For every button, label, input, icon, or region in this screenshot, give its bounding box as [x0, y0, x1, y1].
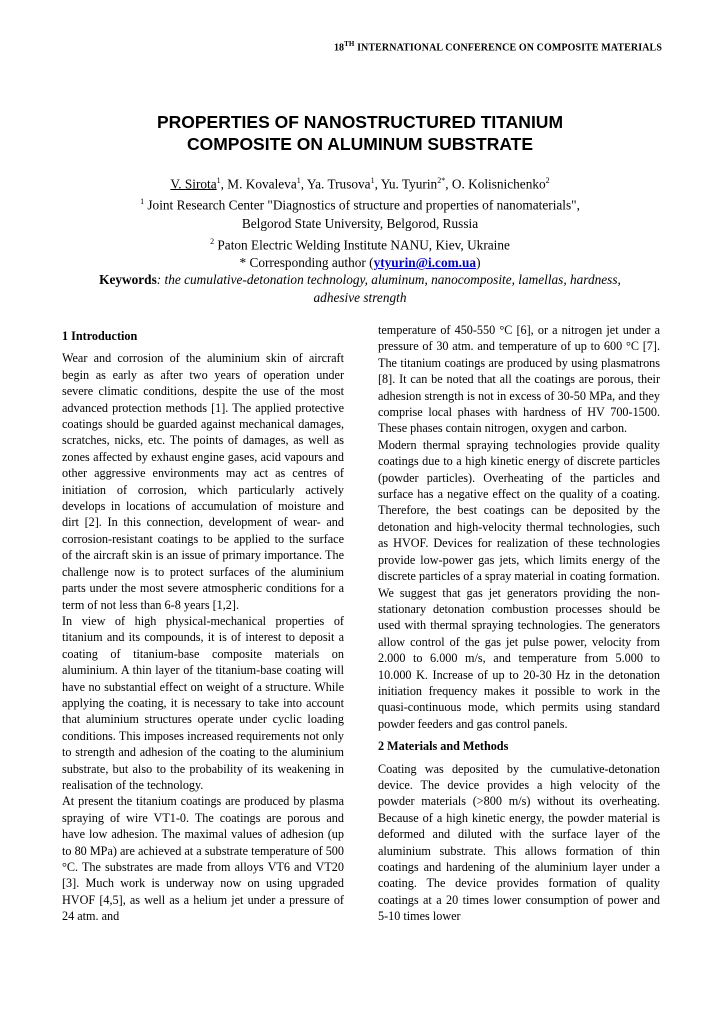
paragraph: temperature of 450-550 °C [6], or a nitrogen jet under a pressure of 30 atm. and temperature of up to 600 °C [7]. The titanium coatings are produced by using plasmatrons [8]. It can be noted that all the coatings are porous, their adhesion strength is not in excess of 30-50 MPa, and they comprise local phases with hardness of HV 700-1500. These phases contain nitrogen, oxygen and carbon.	[378, 323, 660, 436]
affiliation-2-line: Paton Electric Welding Institute NANU, Kiev, Ukraine	[214, 237, 510, 253]
conference-number: 18	[333, 42, 345, 54]
title-line-2: COMPOSITE ON ALUMINUM SUBSTRATE	[186, 134, 534, 154]
left-column	[62, 329, 344, 925]
affiliation-sup: 1	[140, 197, 145, 207]
paper-title	[0, 111, 720, 155]
author-sup: 2*	[437, 176, 446, 185]
keywords-label: Keywords	[99, 272, 157, 287]
conference-number-suffix: TH	[344, 40, 355, 48]
keywords	[95, 271, 625, 307]
author-kovaleva: , M. Kovaleva	[220, 176, 297, 192]
author-tyurin: , Yu. Tyurin	[374, 176, 438, 192]
author-sup: 1	[370, 176, 375, 185]
paragraph: Coating was deposited by the cumulative-detonation device. The device provides a high velocity of the powder materials (>800 m/s) without its overheating. Because of a high kinetic energy, the powder material is deformed and diluted with the surface layer of the aluminium substrate. This allows formation of thin coatings and hardening of the aluminium layer under a coating. The device provides formation of quality coatings at a 20 times lower consumption of power and 5-10 times lower	[378, 761, 660, 924]
affiliation-1-line-2: Belgorod State University, Belgorod, Russia	[241, 215, 479, 231]
author-sup: 1	[216, 176, 221, 185]
paragraph: Modern thermal spraying technologies provide quality coatings due to a high kinetic energy of discrete particles (powder particles). Overheating of the particles and surface has a negative effect on the quality of a coating. Therefore, the best coatings can be deposited by the detonation and high-velocity thermal technologies, such as HVOF. Devices for realization of these technologies provide low-power gas jets, which limits energy of the discrete particles of a spray material in coating formation.	[378, 437, 660, 584]
title-line-1: PROPERTIES OF NANOSTRUCTURED TITANIUM	[156, 112, 564, 132]
paragraph: At present the titanium coatings are produced by plasma spraying of wire VT1-0. The coatings are porous and have low adhesion. The maximal values of adhesion (up to 80 MPa) are achieved at a substrate temperature of 500 °C. The substrates are made from alloys VT6 and VT20 [3]. Much work is underway now on using upgraded HVOF [4,5], as well as a helium jet under a pressure of 24 atm. and	[62, 794, 344, 924]
corresponding-suffix: )	[476, 255, 481, 271]
author-block	[0, 172, 720, 272]
author-trusova: , Ya. Trusova	[300, 176, 371, 192]
section-heading-methods: 2 Materials and Methods	[378, 739, 509, 754]
paragraph: We suggest that gas jet generators providing the non-stationary detonation combustion processes should be used with thermal spraying technologies. The generators allow control of the gas jet pulse power, velocity from 2.000 to 6.000 m/s, and temperature from 5.000 to 10.000 K. Increase of up to 20-30 Hz in the detonation initiation frequency makes it possible to work in the quasi-continuous mode, which permits using standard powder feeders and gas control panels.	[378, 585, 660, 731]
author-list	[0, 172, 720, 193]
affiliation-2	[0, 233, 720, 254]
author-sup: 1	[296, 176, 301, 185]
affiliation-1	[0, 193, 720, 214]
paragraph: Wear and corrosion of the aluminium skin of aircraft begin as early as after two years of operation under severe climatic conditions, despite the use of the most advanced protection methods [1]. The applied protective coatings should be guarded against mechanical damages, scratches, nicks, etc. The points of damages, as well as zones affected by exhaust engine gases, acid vapours and other aggressive environments may act as centres of initiation of corrosion, which particularly actively develops in locations of accumulation of moisture and dirt [2]. In this connection, development of wear- and corrosion-resistant coatings to be applied to the surface of the aircraft skin is an issue of primary importance. The challenge now is to protect surfaces of the aluminium parts under the most severe atmospheric conditions for a term of not less than 6-8 years [1,2].	[62, 351, 344, 612]
email-link[interactable]: ytyurin@i.com.ua	[373, 255, 477, 271]
paragraph: In view of high physical-mechanical properties of titanium and its compounds, it is of interest to deposit a coating of titanium-base composite materials on aluminium. A thin layer of the titanium-base coating will have no substantial effect on weight of a structure. While applying the coating, it is necessary to take into account that aluminium structures operate under cyclic loading conditions. This imposes increased requirements not only to strength and adhesion of the coating to the aluminium substrate, but also to the probability of its weakening in realisation of the technology.	[62, 613, 344, 792]
keywords-text: : the cumulative-detonation technology, aluminum, nanocomposite, lamellas, hardness, adhesive strength	[156, 272, 621, 305]
conference-name: INTERNATIONAL CONFERENCE ON COMPOSITE MATERIALS	[354, 42, 662, 54]
affiliation-sup: 2	[210, 236, 215, 246]
conference-header	[334, 40, 662, 53]
right-column	[378, 322, 660, 925]
author-sirota: V. Sirota	[170, 176, 217, 192]
section-heading-introduction: 1 Introduction	[62, 329, 138, 343]
author-sup: 2	[545, 176, 550, 185]
corresponding-author	[0, 254, 720, 272]
author-kolisnichenko: , O. Kolisnichenko	[445, 176, 546, 192]
affiliation-1-line-1: Joint Research Center "Diagnostics of structure and properties of nanomaterials",	[144, 197, 580, 213]
corresponding-prefix: * Corresponding author (	[239, 255, 374, 271]
